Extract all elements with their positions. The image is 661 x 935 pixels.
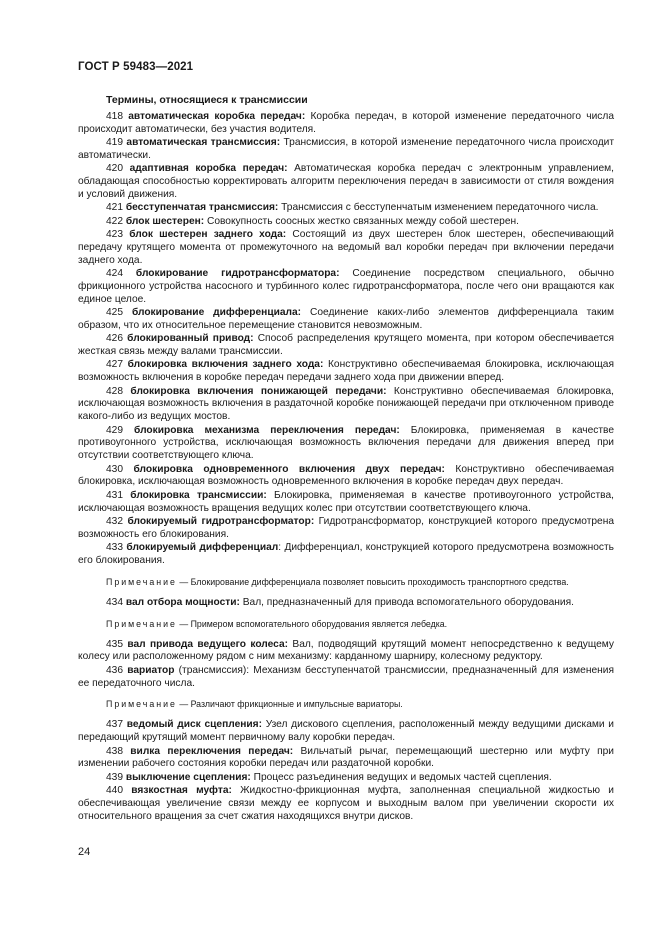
term-definition: Вал, подводящий крутящий момент непосредственно к ведущему колесу или расположенному рядом с ним механизму: карданному шарниру, колесному редуктору. <box>78 638 615 663</box>
note <box>78 619 614 630</box>
note <box>78 577 614 588</box>
note-text: — Примером вспомогательного оборудования является лебедка. <box>176 618 448 629</box>
term-number: 440 <box>106 785 123 797</box>
term-definition: Жидкостно-фрикционная муфта, заполненная специальной жидкостью и обеспечивающая увеличение связи между ее корпусом и выходным валом при увеличении скорости их относительного вращения за счет сжатия находящихся внутри дисков. <box>78 785 614 822</box>
term-entry <box>78 542 614 568</box>
term-number: 431 <box>106 489 123 501</box>
term-entry <box>78 216 614 229</box>
term-name: блокированный привод: <box>127 333 254 345</box>
term-number: 424 <box>106 268 123 280</box>
terms-group-c <box>78 719 614 823</box>
term-name: блокируемый дифференциал <box>126 542 279 554</box>
term-definition: Трансмиссия с бесступенчатым изменением передаточного числа. <box>278 202 599 214</box>
term-definition: (трансмиссия): Механизм бесступенчатой трансмиссии, предназначенный для изменения ее передаточного числа. <box>78 664 614 689</box>
term-number: 428 <box>106 385 123 397</box>
term-name: блок шестерен заднего хода: <box>129 229 287 241</box>
term-entry <box>78 490 614 516</box>
term-number: 427 <box>106 359 123 371</box>
note-label: Примечание <box>106 618 177 629</box>
term-definition: Совокупность соосных жестко связанных между собой шестерен. <box>204 215 519 227</box>
term-definition: Гидротрансформатор, конструкцией которого предусмотрена возможность его блокирования. <box>78 516 614 540</box>
term-definition: Конструктивно обеспечиваемая блокировка, исключающая возможность одновременного включения в коробке передач двух передач. <box>78 463 614 488</box>
page-number: 24 <box>78 846 91 858</box>
term-name: автоматическая коробка передач: <box>128 111 306 122</box>
note-text: — Различают фрикционные и импульсные вариаторы. <box>176 699 403 710</box>
term-entry <box>78 639 614 665</box>
term-definition: Коробка передач, в которой изменение передаточного числа происходит автоматически, без участия водителя. <box>78 111 614 135</box>
term-name: выключение сцепления: <box>125 771 251 783</box>
term-name: блокирование дифференциала: <box>131 307 302 319</box>
term-number: 429 <box>106 424 123 436</box>
term-number: 425 <box>106 307 123 319</box>
term-name: блокирование гидротрансформатора: <box>135 268 340 280</box>
term-name: вязкостная муфта: <box>131 785 232 797</box>
term-definition: Процесс разъединения ведущих и ведомых частей сцепления. <box>250 771 552 783</box>
term-entry <box>78 163 614 201</box>
term-number: 434 <box>106 596 123 608</box>
term-number: 435 <box>106 638 123 650</box>
term-definition: Вильчатый рычаг, перемещающий шестерню или муфту при изменении рабочего состояния коробки передач или раздаточной коробки. <box>78 745 614 770</box>
term-name: блокировка трансмиссии: <box>130 489 267 501</box>
term-number: 433 <box>106 542 123 554</box>
term-entry <box>78 307 614 333</box>
term-entry <box>78 111 614 137</box>
term-number: 438 <box>106 745 123 757</box>
term-entry <box>78 746 614 772</box>
term-name: вариатор <box>127 664 175 676</box>
term-entry <box>78 333 614 359</box>
term-name: вал привода ведущего колеса: <box>127 638 289 650</box>
term-definition: : Дифференциал, конструкцией которого предусмотрена возможность его блокирования. <box>78 542 614 566</box>
document-header: ГОСТ Р 59483—2021 <box>78 61 194 73</box>
terms-group-a <box>78 111 614 568</box>
term-entry <box>78 785 614 823</box>
term-definition: Трансмиссия, в которой изменение передаточного числа происходит автоматически. <box>78 137 614 161</box>
term-number: 430 <box>106 463 123 475</box>
term-name: ведомый диск сцепления: <box>126 719 262 731</box>
term-name: блокировка включения заднего хода: <box>127 359 324 371</box>
term-entry <box>78 202 614 215</box>
term-name: блокируемый гидротрансформатор: <box>127 516 315 528</box>
term-entry <box>78 464 614 490</box>
term-number: 422 <box>106 215 123 227</box>
note-label: Примечание <box>106 576 177 587</box>
term-number: 419 <box>106 137 123 149</box>
term-name: автоматическая трансмиссия: <box>126 137 281 149</box>
term-number: 436 <box>106 664 123 676</box>
term-definition: Блокировка, применяемая в качестве противоугонного устройства, исключающая возможность включения передачи для движения вперед при отсутствии соответствующего ключа. <box>78 424 614 462</box>
term-number: 439 <box>106 771 123 783</box>
term-name: адаптивная коробка передач: <box>129 163 288 175</box>
term-definition: Блокировка, применяемая в качестве противоугонного устройства, исключающая возможность вращения ведущих колес при отсутствии соответствующего ключа. <box>78 489 614 514</box>
term-name: блокировка одновременного включения двух передач: <box>133 463 445 475</box>
term-definition: Вал, предназначенный для привода вспомогательного оборудования. <box>239 596 574 608</box>
term-number: 420 <box>106 163 123 175</box>
section-title: Термины, относящиеся к трансмиссии <box>106 94 308 106</box>
term-definition: Способ распределения крутящего момента, при котором обеспечивается жесткая связь между валами трансмиссии. <box>78 333 614 358</box>
term-number: 418 <box>106 111 123 122</box>
term-entry <box>78 719 614 745</box>
term-entry <box>78 386 614 424</box>
term-number: 421 <box>106 202 123 214</box>
term-name: вилка переключения передач: <box>130 745 294 757</box>
term-entry <box>78 359 614 385</box>
term-name: блок шестерен: <box>125 215 205 227</box>
term-number: 426 <box>106 333 123 345</box>
note-label: Примечание <box>106 699 177 710</box>
term-entry <box>78 268 614 306</box>
term-entry <box>78 137 614 163</box>
term-name: вал отбора мощности: <box>125 596 240 608</box>
term-number: 437 <box>106 719 123 731</box>
term-entry <box>78 772 614 785</box>
terms-group-b <box>78 639 614 691</box>
term-definition: Состоящий из двух шестерен блок шестерен, обеспечивающий передачу крутящего момента от промежуточного на ведомый вал коробки передач при включении передачи заднего хода. <box>78 229 614 266</box>
term-entry <box>78 516 614 542</box>
term-number: 432 <box>106 516 123 528</box>
term-entry <box>78 425 614 463</box>
note <box>78 699 614 710</box>
term-definition: Узел дискового сцепления, расположенный между ведущими дисками и передающий крутящий момент первичному валу коробки передач. <box>78 719 614 744</box>
term-definition: Автоматическая коробка передач с электронным управлением, обладающая способностью корректировать алгоритм переключения передач в зависимости от стиля вождения и условий движения. <box>78 163 614 200</box>
term-definition: Конструктивно обеспечиваемая блокировка, исключающая возможность включения в раздаточной коробке понижающей передачи при отключенном приводе какого-либо из ведущих мостов. <box>78 385 614 423</box>
term-entry <box>78 597 614 610</box>
term-definition: Соединение каких-либо элементов дифференциала таким образом, что их относительное перемещение становится невозможным. <box>78 307 614 331</box>
term-definition: Конструктивно обеспечиваемая блокировка, исключающая возможность включения в коробке передач передачи заднего хода при движении вперед. <box>78 359 614 384</box>
term-definition: Соединение посредством специального, обычно фрикционного устройства насосного и турбинного колес гидротрансформатора, после чего они вращаются как единое целое. <box>78 268 614 305</box>
term-entry <box>78 229 614 267</box>
term-entry <box>78 665 614 691</box>
term-name: блокировка включения понижающей передачи: <box>130 385 387 397</box>
document-body <box>78 111 614 824</box>
term-name: бесступенчатая трансмиссия: <box>125 202 279 214</box>
note-text: — Блокирование дифференциала позволяет повысить проходимость транспортного средства. <box>176 576 569 587</box>
term-number: 423 <box>106 229 123 241</box>
term-name: блокировка механизма переключения передач: <box>134 424 400 436</box>
